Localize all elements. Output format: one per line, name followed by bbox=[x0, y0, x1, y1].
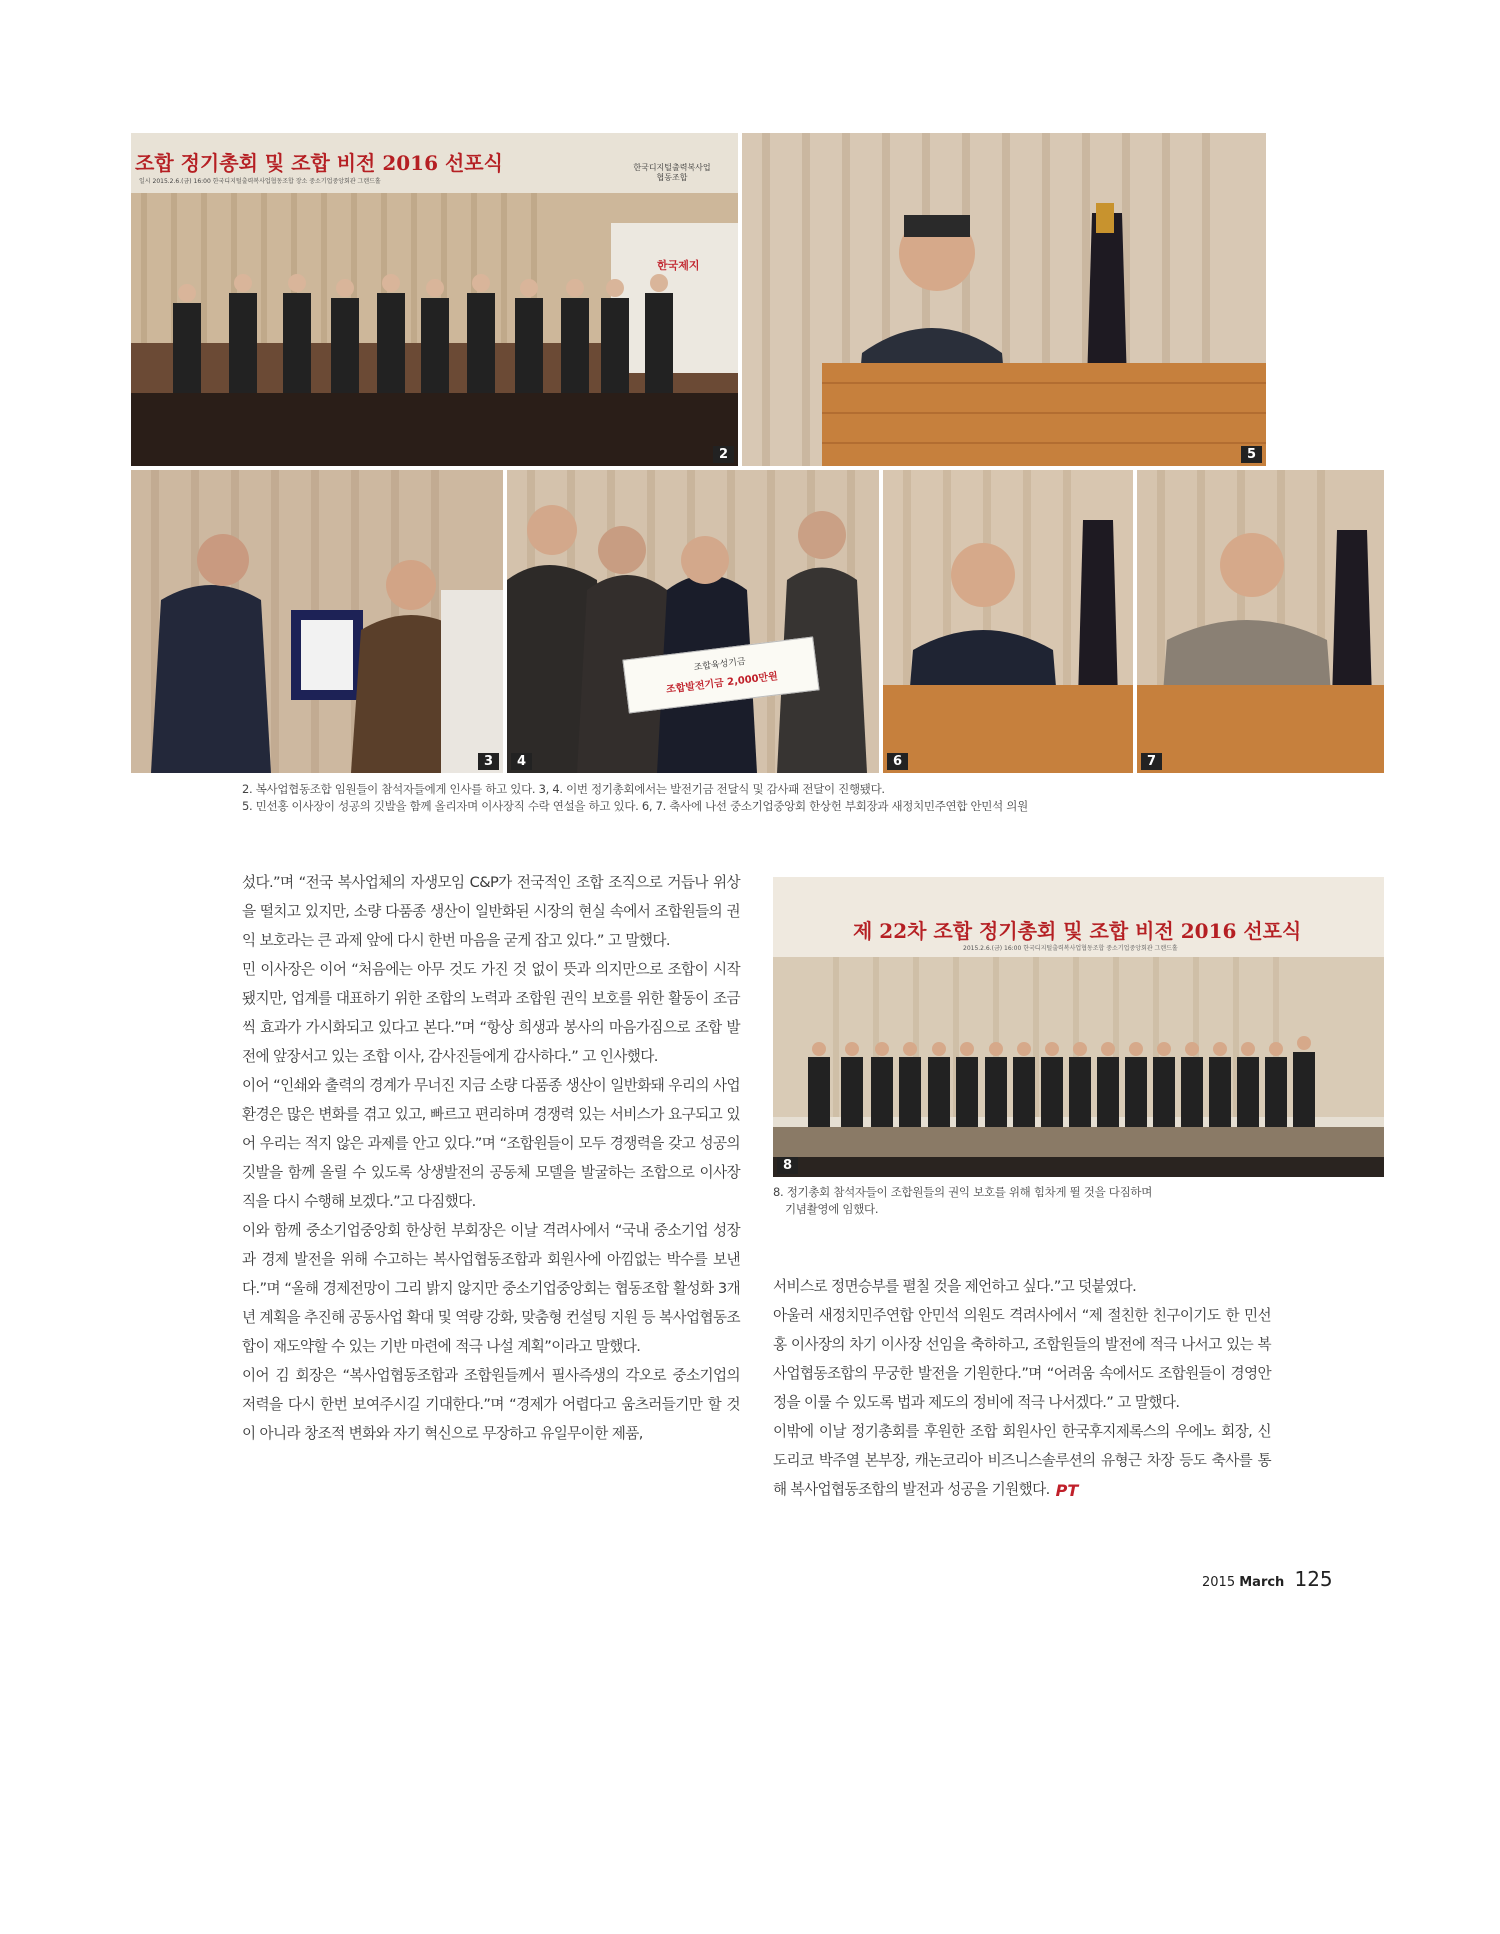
photo-5-chairman-speech bbox=[742, 133, 1266, 466]
photo-number: 8 bbox=[777, 1157, 798, 1174]
banner-subtitle: 일시 2015.2.6.(금) 16:00 한국디지털출력복사업협동조합 장소 중소기업중앙회관 그랜드홀 bbox=[139, 178, 381, 185]
folio-month: March bbox=[1239, 1575, 1285, 1590]
paragraph: 민 이사장은 이어 “처음에는 아무 것도 가진 것 없이 뜻과 의지만으로 조합이 시작됐지만, 업계를 대표하기 위한 조합의 노력과 조합원 권익 보호를 위한 활동이 조금씩 효과가 가시화되고 있다고 본다.”며 “항상 희생과 봉사의 마음가짐으로 조합 발전에 앞장서고 있는 조합 이사, 감사진들에게 감사하다.” 고 인사했다. bbox=[242, 961, 740, 1065]
photo-8-group-photo bbox=[773, 877, 1384, 1177]
sponsor-sign: 한국제지 bbox=[657, 259, 700, 272]
banner-logo-text: 한국디지털출력복사업협동조합 bbox=[633, 163, 711, 182]
top-caption bbox=[242, 781, 1382, 815]
paragraph: 이어 “인쇄와 출력의 경계가 무너진 지금 소량 다품종 생산이 일반화돼 우리의 사업 환경은 많은 변화를 겪고 있고, 빠르고 편리하며 경쟁력 있는 서비스가 요구되고 있어 우리는 적지 않은 과제를 안고 있다.”며 “조합원들이 모두 경쟁력을 갖고 성공의 깃발을 함께 올릴 수 있도록 상생발전의 공동체 모델을 발굴하는 조합으로 이사장직을 다시 수행해 보겠다.”고 다짐했다. bbox=[242, 1077, 740, 1210]
body-left-column bbox=[242, 868, 740, 1448]
paragraph: 서비스로 정면승부를 펼칠 것을 제언하고 싶다.”고 덧붙였다. bbox=[773, 1278, 1137, 1295]
top-caption-line2: 5. 민선홍 이사장이 성공의 깃발을 함께 올리자며 이사장직 수락 연설을 하고 있다. 6, 7. 축사에 나선 중소기업중앙회 한상헌 부회장과 새정치민주연합 안민석 의원 bbox=[242, 799, 1028, 813]
top-caption-line1: 2. 복사업협동조합 임원들이 참석자들에게 인사를 하고 있다. 3, 4. 이번 정기총회에서는 발전기금 전달식 및 감사패 전달이 진행됐다. bbox=[242, 782, 885, 796]
photo-number: 7 bbox=[1141, 753, 1162, 770]
photo-number: 3 bbox=[478, 753, 499, 770]
paragraph: 섰다.”며 “전국 복사업체의 자생모임 C&P가 전국적인 조합 조직으로 거듭나 위상을 떨치고 있지만, 소량 다품종 생산이 일반화된 시장의 현실 속에서 조합원들의 권익 보호라는 큰 과제 앞에 다시 한번 마음을 굳게 잡고 있다.” 고 말했다. bbox=[242, 874, 740, 949]
body-right-column bbox=[773, 1272, 1271, 1505]
photo-8-caption-line2: 기념촬영에 임했다. bbox=[785, 1202, 879, 1216]
photo-8-caption-line1: 8. 정기총회 참석자들이 조합원들의 권익 보호를 위해 힘차게 뛸 것을 다짐하며 bbox=[773, 1185, 1153, 1199]
photo-4-fund-donation bbox=[507, 470, 879, 773]
photo-number: 4 bbox=[511, 753, 532, 770]
photo-3-plaque-presentation bbox=[131, 470, 503, 773]
page-folio bbox=[1202, 1567, 1333, 1591]
photo-number: 2 bbox=[713, 446, 734, 463]
paragraph: 이와 함께 중소기업중앙회 한상헌 부회장은 이날 격려사에서 “국내 중소기업 성장과 경제 발전을 위해 수고하는 복사업협동조합과 회원사에 아낌없는 박수를 보낸다.”며 “올해 경제전망이 그리 밝지 않지만 중소기업중앙회는 협동조합 활성화 3개년 계획을 추진해 공동사업 확대 및 역량 강화, 맞춤형 컨설팅 지원 등 복사업협동조합이 재도약할 수 있는 기반 마련에 적극 나설 계획”이라고 말했다. bbox=[242, 1222, 740, 1355]
photo-6-vice-chairman-speech bbox=[883, 470, 1133, 773]
photo-number: 6 bbox=[887, 753, 908, 770]
photo-number: 5 bbox=[1241, 446, 1262, 463]
paragraph: 이밖에 이날 정기총회를 후원한 조합 회원사인 한국후지제록스의 우에노 회장, 신도리코 박주열 본부장, 캐논코리아 비즈니스솔루션의 유형근 차장 등도 축사를 통해 복사업협동조합의 발전과 성공을 기원했다. bbox=[773, 1423, 1271, 1498]
banner-subtitle: 2015.2.6.(금) 16:00 한국디지털출력복사업협동조합 중소기업중앙회관 그랜드홀 bbox=[963, 945, 1178, 952]
photo-8-caption bbox=[773, 1184, 1384, 1218]
paragraph-last bbox=[773, 1417, 1271, 1505]
page-number: 125 bbox=[1294, 1567, 1333, 1591]
donation-board-line1: 조합육성기금 bbox=[693, 656, 747, 674]
pt-end-logo: PT bbox=[1055, 1480, 1079, 1500]
paragraph: 이어 김 회장은 “복사업협동조합과 조합원들께서 필사즉생의 각오로 중소기업의 저력을 다시 한번 보여주시길 기대한다.”며 “경제가 어렵다고 움츠러들기만 할 것이 아니라 창조적 변화와 자기 혁신으로 무장하고 유일무이한 제품, bbox=[242, 1367, 740, 1442]
banner-title: 조합 정기총회 및 조합 비전 2016 선포식 bbox=[135, 151, 503, 175]
photo-7-assemblyman-speech bbox=[1137, 470, 1384, 773]
donation-board-line2: 조합발전기금 2,000만원 bbox=[665, 671, 779, 696]
folio-year: 2015 bbox=[1202, 1575, 1236, 1590]
paragraph: 아울러 새정치민주연합 안민석 의원도 격려사에서 “제 절친한 친구이기도 한 민선홍 이사장의 차기 이사장 선임을 축하하고, 조합원들의 발전에 적극 나서고 있는 복사업협동조합의 무궁한 발전을 기원한다.”며 “어려움 속에서도 조합원들이 경영안정을 이룰 수 있도록 법과 제도의 정비에 적극 나서겠다.” 고 말했다. bbox=[773, 1307, 1271, 1411]
photo-2-executives-on-stage bbox=[131, 133, 738, 466]
banner-title: 제 22차 조합 정기총회 및 조합 비전 2016 선포식 bbox=[853, 919, 1302, 943]
